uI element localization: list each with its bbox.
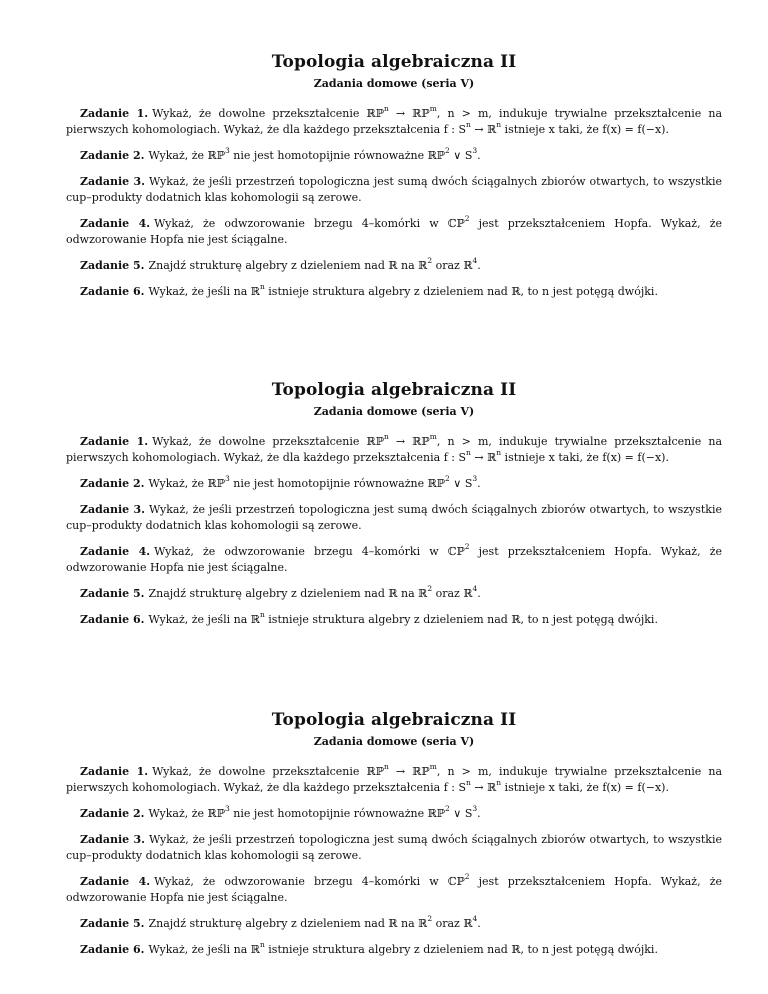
task-text: Wykaż, że jeśli na ℝ (148, 613, 260, 626)
task-label: Zadanie 6. (80, 613, 145, 626)
task-text: . (477, 149, 481, 162)
task-text: Wykaż, że jeśli na ℝ (148, 285, 260, 298)
superscript: 2 (464, 214, 470, 224)
superscript: n (496, 120, 502, 130)
task-text: nie jest homotopijnie równoważne ℝℙ (229, 807, 446, 820)
task-text: → ℝ (470, 451, 497, 464)
task-text: Wykaż, że ℝℙ (148, 149, 225, 162)
task-text: → ℝ (470, 781, 497, 794)
superscript: 2 (427, 914, 433, 924)
superscript: n (466, 778, 471, 788)
task-label: Zadanie 1. (80, 107, 149, 120)
task-text: → ℝℙ (388, 107, 430, 120)
task-label: Zadanie 3. (80, 175, 145, 188)
superscript: 3 (472, 474, 478, 484)
task-6 (66, 284, 722, 300)
task-3 (66, 832, 722, 864)
task-text: Wykaż, że dowolne przekształcenie ℝℙ (152, 107, 384, 120)
superscript: m (429, 104, 437, 114)
task-1 (66, 106, 722, 138)
task-text: nie jest homotopijnie równoważne ℝℙ (229, 477, 446, 490)
task-list (66, 434, 722, 628)
task-text: istnieje struktura algebry z dzieleniem nad ℝ, to n jest potęgą dwójki. (264, 285, 658, 298)
task-text: Wykaż, że ℝℙ (148, 807, 225, 820)
task-label: Zadanie 6. (80, 285, 145, 298)
task-text: jest przekształceniem Hopfa. Wykaż, że odwzorowanie Hopfa nie jest ściągalne. (66, 875, 723, 904)
task-3 (66, 502, 722, 534)
task-text: oraz ℝ (432, 259, 473, 272)
task-text: Wykaż, że ℝℙ (148, 477, 225, 490)
superscript: 2 (464, 542, 470, 552)
superscript: 2 (464, 872, 470, 882)
task-5 (66, 258, 722, 274)
task-text: , n > m, indukuje trywialne przekształcenie na pierwszych kohomologiach. Wykaż, że dla każdego przekształcenia f : S (66, 107, 723, 136)
task-text: → ℝ (470, 123, 497, 136)
task-text: Wykaż, że dowolne przekształcenie ℝℙ (152, 765, 384, 778)
superscript: 2 (427, 256, 433, 266)
task-text: jest przekształceniem Hopfa. Wykaż, że odwzorowanie Hopfa nie jest ściągalne. (66, 545, 723, 574)
superscript: 2 (427, 584, 433, 594)
task-3 (66, 174, 722, 206)
superscript: m (429, 432, 437, 442)
task-text: → ℝℙ (388, 765, 430, 778)
task-text: istnieje struktura algebry z dzieleniem nad ℝ, to n jest potęgą dwójki. (264, 613, 658, 626)
task-text: nie jest homotopijnie równoważne ℝℙ (229, 149, 446, 162)
superscript: 2 (445, 146, 450, 156)
superscript: 4 (472, 584, 478, 594)
task-5 (66, 916, 722, 932)
task-text: → ℝℙ (388, 435, 430, 448)
task-2 (66, 148, 722, 164)
task-1 (66, 434, 722, 466)
superscript: n (383, 432, 389, 442)
task-text: ∨ S (449, 149, 473, 162)
task-label: Zadanie 5. (80, 587, 145, 600)
task-2 (66, 806, 722, 822)
superscript: n (466, 448, 471, 458)
task-label: Zadanie 5. (80, 259, 145, 272)
problem-sheet-1 (66, 52, 722, 310)
task-text: . (477, 587, 481, 600)
task-text: Znajdź strukturę algebry z dzieleniem nad ℝ na ℝ (148, 917, 428, 930)
task-text: Wykaż, że odwzorowanie brzegu 4–komórki w ℂℙ (154, 545, 465, 558)
superscript: m (429, 762, 437, 772)
superscript: 3 (224, 146, 230, 156)
task-4 (66, 216, 722, 248)
task-4 (66, 544, 722, 576)
task-text: istnieje x taki, że f(x) = f(−x). (501, 781, 669, 794)
superscript: 4 (472, 256, 478, 266)
task-text: ∨ S (449, 807, 473, 820)
sheet-title: Topologia algebraiczna II (271, 710, 517, 730)
task-6 (66, 612, 722, 628)
task-label: Zadanie 2. (80, 477, 145, 490)
task-label: Zadanie 2. (80, 807, 145, 820)
sheet-title: Topologia algebraiczna II (271, 52, 517, 72)
task-label: Zadanie 3. (80, 503, 145, 516)
task-text: Wykaż, że dowolne przekształcenie ℝℙ (152, 435, 384, 448)
superscript: n (259, 282, 265, 292)
task-text: . (477, 917, 481, 930)
task-list (66, 106, 722, 300)
superscript: 2 (445, 804, 450, 814)
superscript: n (496, 448, 502, 458)
task-label: Zadanie 5. (80, 917, 145, 930)
task-text: Wykaż, że jeśli przestrzeń topologiczna jest sumą dwóch ściągalnych zbiorów otwartych, to wszystkie cup–produkty dodatnich klas kohomologii są zerowe. (66, 833, 723, 862)
task-label: Zadanie 1. (80, 435, 149, 448)
superscript: n (259, 610, 265, 620)
task-text: oraz ℝ (432, 587, 473, 600)
sheet-subtitle: Zadania domowe (seria V) (313, 405, 475, 418)
task-6 (66, 942, 722, 958)
superscript: 3 (224, 804, 230, 814)
task-text: , n > m, indukuje trywialne przekształcenie na pierwszych kohomologiach. Wykaż, że dla każdego przekształcenia f : S (66, 435, 723, 464)
task-text: Wykaż, że jeśli przestrzeń topologiczna jest sumą dwóch ściągalnych zbiorów otwartych, to wszystkie cup–produkty dodatnich klas kohomologii są zerowe. (66, 503, 723, 532)
superscript: 3 (472, 146, 478, 156)
task-text: . (477, 477, 481, 490)
problem-sheet-2 (66, 380, 722, 638)
task-text: , n > m, indukuje trywialne przekształcenie na pierwszych kohomologiach. Wykaż, że dla każdego przekształcenia f : S (66, 765, 723, 794)
task-text: Znajdź strukturę algebry z dzieleniem nad ℝ na ℝ (148, 587, 428, 600)
task-1 (66, 764, 722, 796)
superscript: n (259, 940, 265, 950)
superscript: n (466, 120, 471, 130)
problem-sheet-3 (66, 710, 722, 968)
superscript: 2 (445, 474, 450, 484)
task-label: Zadanie 6. (80, 943, 145, 956)
superscript: 3 (472, 804, 478, 814)
task-2 (66, 476, 722, 492)
task-label: Zadanie 2. (80, 149, 145, 162)
task-text: istnieje struktura algebry z dzieleniem nad ℝ, to n jest potęgą dwójki. (264, 943, 658, 956)
superscript: 4 (472, 914, 478, 924)
task-text: ∨ S (449, 477, 473, 490)
task-text: istnieje x taki, że f(x) = f(−x). (501, 451, 669, 464)
task-text: . (477, 807, 481, 820)
task-text: Wykaż, że odwzorowanie brzegu 4–komórki w ℂℙ (154, 875, 465, 888)
sheet-title: Topologia algebraiczna II (271, 380, 517, 400)
task-text: oraz ℝ (432, 917, 473, 930)
task-text: istnieje x taki, że f(x) = f(−x). (501, 123, 669, 136)
task-5 (66, 586, 722, 602)
task-text: Wykaż, że jeśli przestrzeń topologiczna jest sumą dwóch ściągalnych zbiorów otwartych, to wszystkie cup–produkty dodatnich klas kohomologii są zerowe. (66, 175, 723, 204)
task-label: Zadanie 4. (80, 217, 151, 230)
superscript: 3 (224, 474, 230, 484)
task-text: . (477, 259, 481, 272)
task-label: Zadanie 3. (80, 833, 145, 846)
superscript: n (383, 104, 389, 114)
task-text: Znajdź strukturę algebry z dzieleniem nad ℝ na ℝ (148, 259, 428, 272)
task-text: Wykaż, że jeśli na ℝ (148, 943, 260, 956)
sheet-subtitle: Zadania domowe (seria V) (313, 77, 475, 90)
task-text: Wykaż, że odwzorowanie brzegu 4–komórki w ℂℙ (154, 217, 465, 230)
sheet-subtitle: Zadania domowe (seria V) (313, 735, 475, 748)
task-text: jest przekształceniem Hopfa. Wykaż, że odwzorowanie Hopfa nie jest ściągalne. (66, 217, 723, 246)
task-label: Zadanie 4. (80, 545, 151, 558)
task-list (66, 764, 722, 958)
task-label: Zadanie 1. (80, 765, 149, 778)
superscript: n (383, 762, 389, 772)
superscript: n (496, 778, 502, 788)
task-4 (66, 874, 722, 906)
task-label: Zadanie 4. (80, 875, 151, 888)
